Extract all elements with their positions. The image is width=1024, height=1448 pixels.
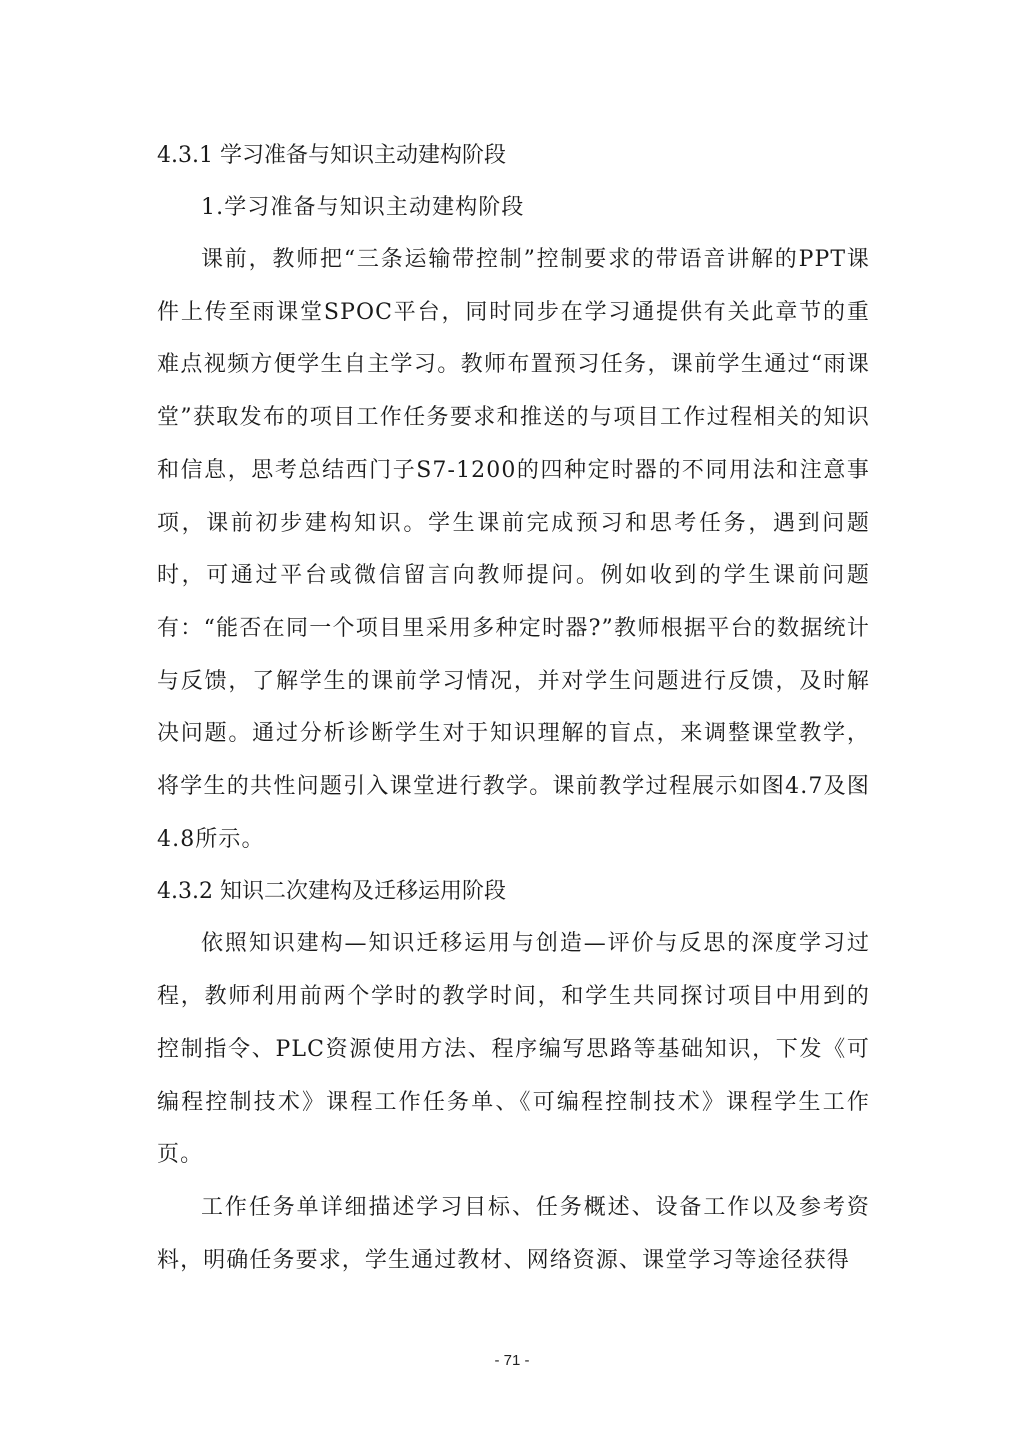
page-content — [157, 130, 870, 1287]
section-subheading-1: 1.学习准备与知识主动建构阶段 — [201, 195, 525, 220]
section-heading-4-3-1: 4.3.1 学习准备与知识主动建构阶段 — [157, 143, 506, 168]
page-number: - 71 - — [494, 1352, 530, 1369]
section-4-3-1-paragraph: 课前，教师把“三条运输带控制”控制要求的带语音讲解的PPT课件上传至雨课堂SPOC平台，同时同步在学习通提供有关此章节的重难点视频方便学生自主学习。教师布置预习任务，课前学生通过“雨课堂”获取发布的项目工作任务要求和推送的与项目工作过程相关的知识和信息，思考总结西门子S7-1200的四种定时器的不同用法和注意事项，课前初步建构知识。学生课前完成预习和思考任务，遇到问题时，可通过平台或微信留言向教师提问。例如收到的学生课前问题有：“能否在同一个项目里采用多种定时器?”教师根据平台的数据统计与反馈，了解学生的课前学习情况，并对学生问题进行反馈，及时解决问题。通过分析诊断学生对于知识理解的盲点，来调整课堂教学，将学生的共性问题引入课堂进行教学。课前教学过程展示如图4.7及图4.8所示。 — [157, 247, 870, 852]
section-heading-4-3-2: 4.3.2 知识二次建构及迁移运用阶段 — [157, 879, 506, 905]
section-4-3-2-paragraph-2: 工作任务单详细描述学习目标、任务概述、设备工作以及参考资料，明确任务要求，学生通过教材、网络资源、课堂学习等途径获得 — [157, 1194, 870, 1273]
section-4-3-2-paragraph-1: 依照知识建构—知识迁移运用与创造—评价与反思的深度学习过程，教师利用前两个学时的教学时间，和学生共同探讨项目中用到的控制指令、PLC资源使用方法、程序编写思路等基础知识，下发《可编程控制技术》课程工作任务单、《可编程控制技术》课程学生工作页。 — [157, 931, 870, 1168]
